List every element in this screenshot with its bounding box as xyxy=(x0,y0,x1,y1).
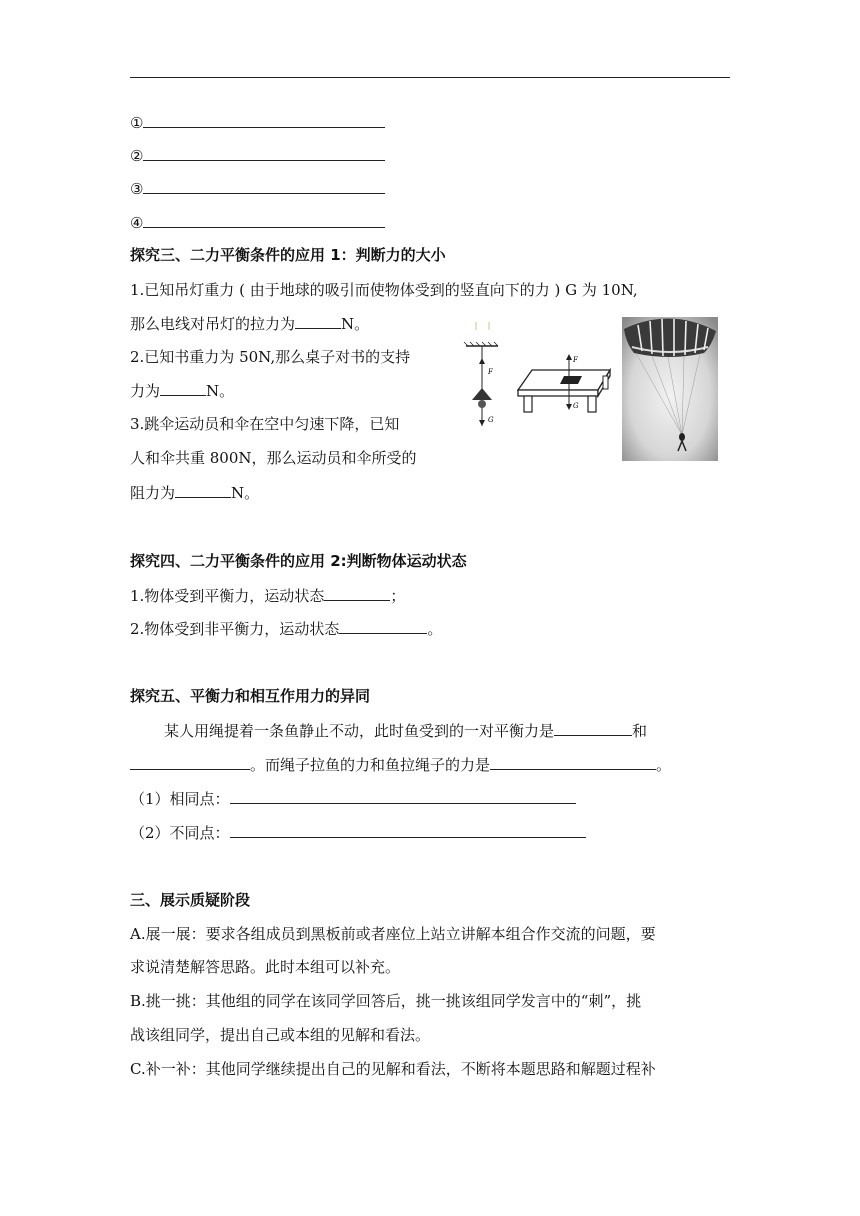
section3-q3-line3 xyxy=(130,482,259,503)
blank-line-1 xyxy=(130,112,385,133)
force-label-g: G xyxy=(573,402,579,410)
section5-paragraph-line2 xyxy=(130,754,671,775)
section3-q1-line1: 1.已知吊灯重力 ( 由于地球的吸引而使物体受到的竖直向下的力 ) G 为 10N, xyxy=(130,281,638,299)
answer-blank[interactable] xyxy=(143,145,385,161)
question-text: 某人用绳提着一条鱼静止不动，此时鱼受到的一对平衡力是 xyxy=(164,722,555,740)
force-diagrams-figure xyxy=(460,318,620,438)
book-on-table-diagram xyxy=(518,354,610,412)
hanging-lamp-diagram xyxy=(464,342,498,426)
section3-q2-line1: 2.已知书重力为 50N,那么桌子对书的支持 xyxy=(130,348,411,366)
answer-blank[interactable] xyxy=(230,822,586,838)
force-label-f: F xyxy=(573,356,578,364)
answer-blank[interactable] xyxy=(490,754,656,770)
blank-line-3 xyxy=(130,178,385,199)
question-text: 。而绳子拉鱼的力和鱼拉绳子的力是 xyxy=(250,756,491,774)
unit-text: N。 xyxy=(341,315,370,333)
section3-q2-line2 xyxy=(130,380,234,401)
answer-blank[interactable] xyxy=(160,380,206,396)
answer-blank[interactable] xyxy=(230,788,576,804)
force-label-g: G xyxy=(488,416,494,424)
parachute-photo xyxy=(622,317,718,461)
question-text: 1.物体受到平衡力，运动状态 xyxy=(130,587,325,605)
force-label-f: F xyxy=(488,368,493,376)
question-text: 力为 xyxy=(130,382,161,400)
connector-text: 和 xyxy=(632,722,648,740)
blank-line-2 xyxy=(130,145,385,166)
section4-q2 xyxy=(130,618,442,639)
section5-diff-point xyxy=(130,822,586,843)
circled-number: ② xyxy=(130,147,144,165)
answer-blank[interactable] xyxy=(339,618,427,634)
question-text: 那么电线对吊灯的拉力为 xyxy=(130,315,296,333)
answer-blank[interactable] xyxy=(130,754,250,770)
header-rule xyxy=(130,77,730,78)
answer-blank[interactable] xyxy=(175,482,231,498)
section3-q1-line2 xyxy=(130,313,369,334)
circled-number: ① xyxy=(130,114,144,132)
punctuation: ； xyxy=(390,587,406,605)
display-b-line1: B.挑一挑：其他组的同学在该同学回答后，挑一挑该组同学发言中的“刺”，挑 xyxy=(130,992,642,1010)
circled-number: ③ xyxy=(130,180,144,198)
section5-same-point xyxy=(130,788,576,809)
question-text: 阻力为 xyxy=(130,484,176,502)
list-label: （2）不同点： xyxy=(130,824,230,842)
display-a-line1: A.展一展：要求各组成员到黑板前或者座位上站立讲解本组合作交流的问题，要 xyxy=(130,925,656,943)
blank-line-4 xyxy=(130,212,385,233)
answer-blank[interactable] xyxy=(295,313,341,329)
top-marks xyxy=(476,322,489,330)
section5-heading: 探究五、平衡力和相互作用力的异同 xyxy=(130,687,371,705)
answer-blank[interactable] xyxy=(143,112,385,128)
answer-blank[interactable] xyxy=(143,178,385,194)
section3-heading: 探究三、二力平衡条件的应用 1：判断力的大小 xyxy=(130,246,446,264)
section3-q3-line1: 3.跳伞运动员和伞在空中匀速下降，已知 xyxy=(130,415,400,433)
display-b-line2: 战该组同学，提出自己或本组的见解和看法。 xyxy=(130,1026,431,1044)
display-stage-heading: 三、展示质疑阶段 xyxy=(130,891,251,909)
answer-blank[interactable] xyxy=(324,585,390,601)
answer-blank[interactable] xyxy=(554,720,632,736)
punctuation: 。 xyxy=(427,620,443,638)
answer-blank[interactable] xyxy=(143,212,385,228)
section3-q3-line2: 人和伞共重 800N，那么运动员和伞所受的 xyxy=(130,449,417,467)
section5-paragraph-line1 xyxy=(164,720,647,741)
display-c-line1: C.补一补：其他同学继续提出自己的见解和看法，不断将本题思路和解题过程补 xyxy=(130,1060,656,1078)
unit-text: N。 xyxy=(206,382,235,400)
list-label: （1）相同点： xyxy=(130,790,230,808)
punctuation: 。 xyxy=(656,756,672,774)
circled-number: ④ xyxy=(130,214,144,232)
section4-heading: 探究四、二力平衡条件的应用 2:判断物体运动状态 xyxy=(130,552,467,570)
display-a-line2: 求说清楚解答思路。此时本组可以补充。 xyxy=(130,958,401,976)
section4-q1 xyxy=(130,585,405,606)
unit-text: N。 xyxy=(231,484,260,502)
question-text: 2.物体受到非平衡力，运动状态 xyxy=(130,620,340,638)
